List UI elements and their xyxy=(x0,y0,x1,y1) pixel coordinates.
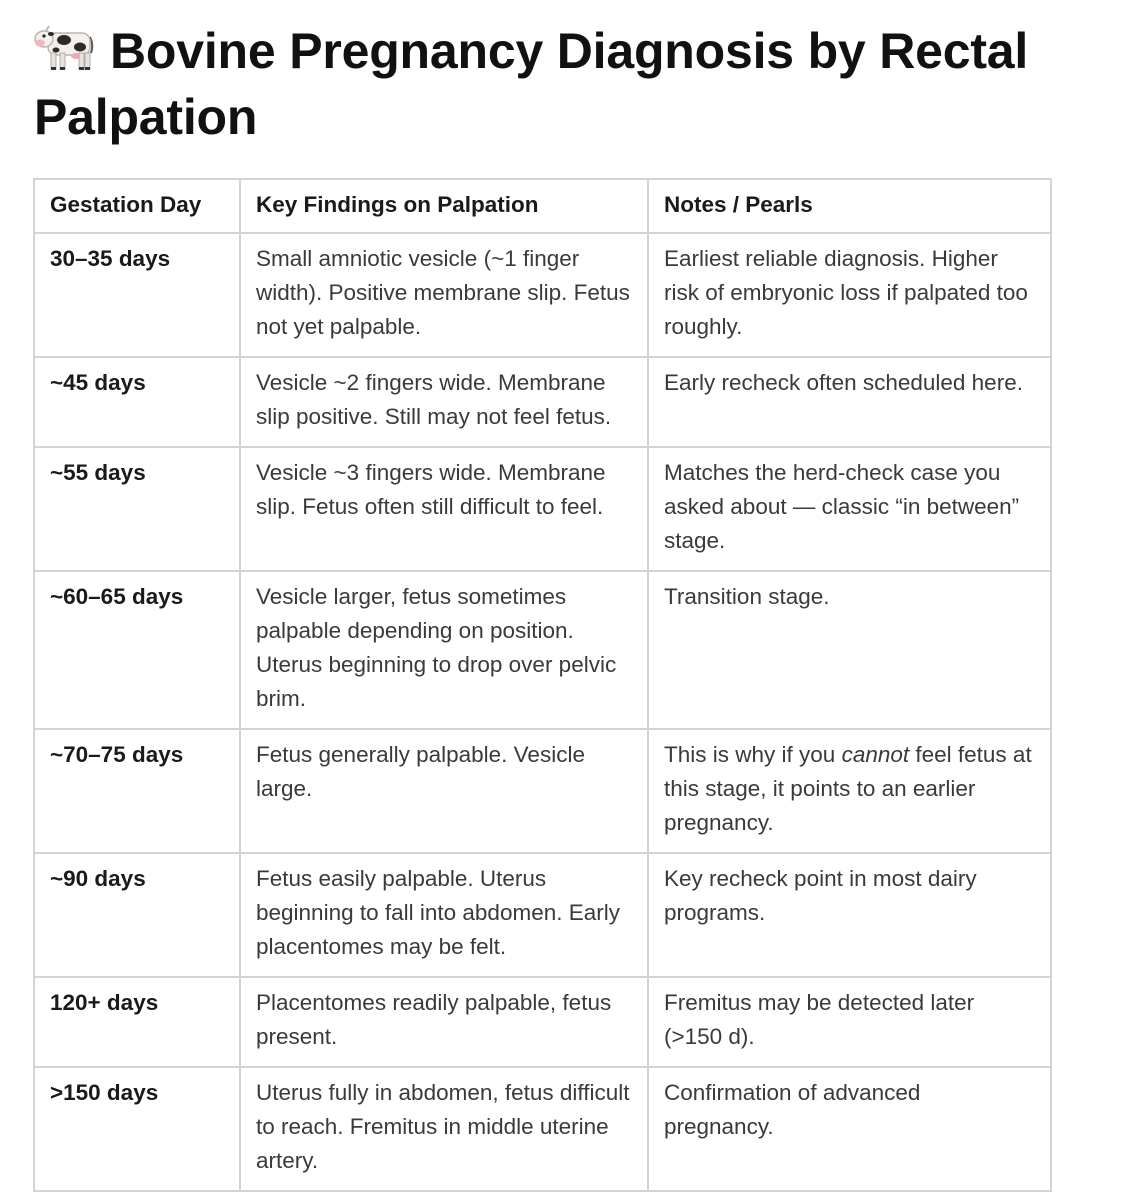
table-header-row xyxy=(34,179,1051,233)
findings-cell: Vesicle ~3 fingers wide. Membrane slip. Fetus often still difficult to feel. xyxy=(240,447,648,571)
table-row xyxy=(34,233,1051,357)
table-row xyxy=(34,977,1051,1067)
gestation-day-cell: ~45 days xyxy=(34,357,240,447)
notes-text-start: This is why if you xyxy=(664,742,842,767)
findings-cell: Small amniotic vesicle (~1 finger width). Positive membrane slip. Fetus not yet palpable. xyxy=(240,233,648,357)
findings-cell: Fetus generally palpable. Vesicle large. xyxy=(240,729,648,853)
column-header-gestation-day: Gestation Day xyxy=(34,179,240,233)
column-header-key-findings: Key Findings on Palpation xyxy=(240,179,648,233)
gestation-day-cell: 30–35 days xyxy=(34,233,240,357)
notes-cell: Fremitus may be detected later (>150 d). xyxy=(648,977,1051,1067)
notes-text-end: feel fetus at this stage, it points to an earlier pregnancy. xyxy=(664,742,1032,835)
table-row xyxy=(34,571,1051,729)
notes-cell: Earliest reliable diagnosis. Higher risk of embryonic loss if palpated too roughly. xyxy=(648,233,1051,357)
gestation-day-cell: ~60–65 days xyxy=(34,571,240,729)
findings-cell: Vesicle ~2 fingers wide. Membrane slip positive. Still may not feel fetus. xyxy=(240,357,648,447)
findings-cell: Fetus easily palpable. Uterus beginning to fall into abdomen. Early placentomes may be felt. xyxy=(240,853,648,977)
notes-cell: Matches the herd-check case you asked about — classic “in between” stage. xyxy=(648,447,1051,571)
column-header-notes: Notes / Pearls xyxy=(648,179,1051,233)
notes-cell: Key recheck point in most dairy programs. xyxy=(648,853,1051,977)
notes-cell: Confirmation of advanced pregnancy. xyxy=(648,1067,1051,1191)
findings-cell: Placentomes readily palpable, fetus present. xyxy=(240,977,648,1067)
table-row xyxy=(34,447,1051,571)
findings-cell: Uterus fully in abdomen, fetus difficult to reach. Fremitus in middle uterine artery. xyxy=(240,1067,648,1191)
findings-cell: Vesicle larger, fetus sometimes palpable depending on position. Uterus beginning to drop over pelvic brim. xyxy=(240,571,648,729)
gestation-day-cell: ~55 days xyxy=(34,447,240,571)
table-row xyxy=(34,357,1051,447)
notes-cell xyxy=(648,729,1051,853)
table-row xyxy=(34,853,1051,977)
palpation-table xyxy=(33,178,1052,1192)
cow-icon xyxy=(34,23,96,73)
notes-cell: Transition stage. xyxy=(648,571,1051,729)
gestation-day-cell: ~70–75 days xyxy=(34,729,240,853)
table-row xyxy=(34,1067,1051,1191)
gestation-day-cell: >150 days xyxy=(34,1067,240,1191)
notes-emphasis: cannot xyxy=(841,742,910,767)
table-row xyxy=(34,729,1051,853)
title-text: Bovine Pregnancy Diagnosis by Rectal Palpation xyxy=(34,23,1029,145)
gestation-day-cell: ~90 days xyxy=(34,853,240,977)
gestation-day-cell: 120+ days xyxy=(34,977,240,1067)
page-title xyxy=(34,18,1134,150)
notes-cell: Early recheck often scheduled here. xyxy=(648,357,1051,447)
